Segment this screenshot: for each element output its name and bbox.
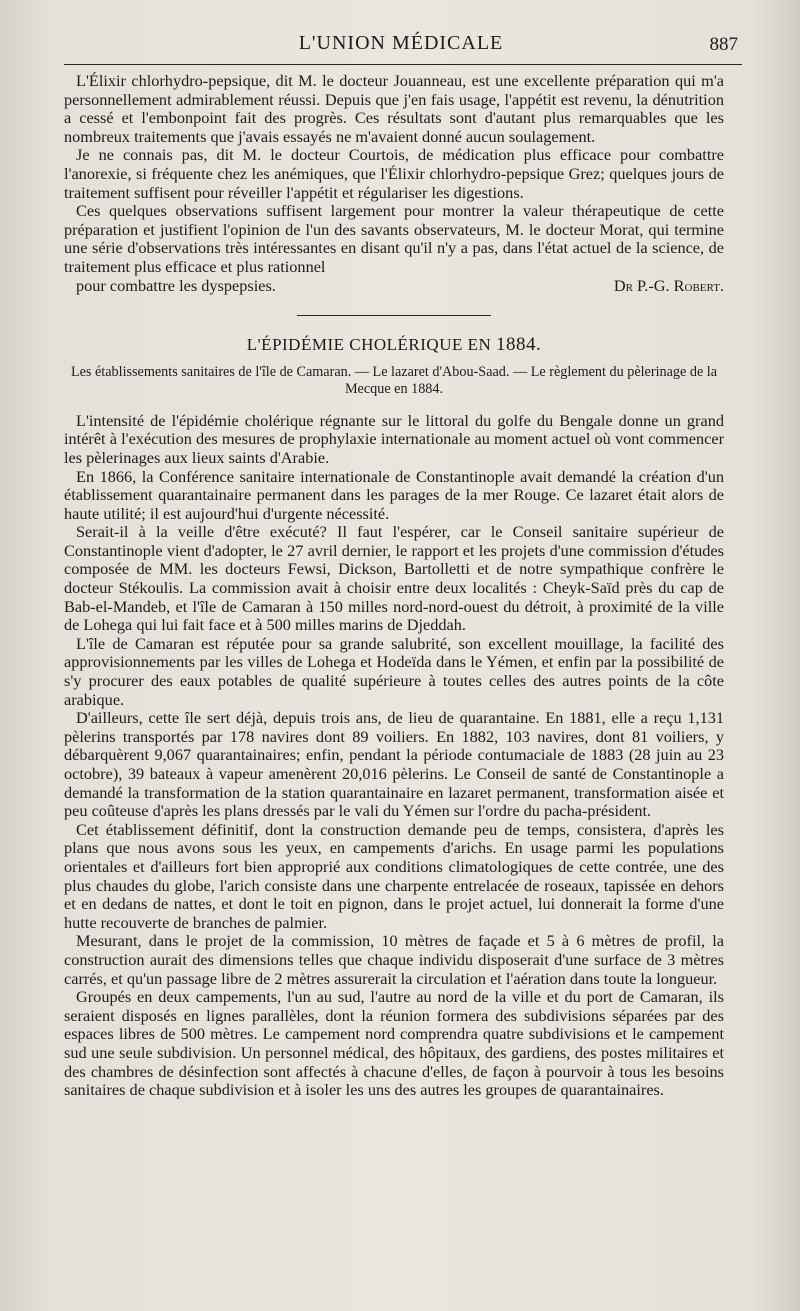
paragraph: L'Élixir chlorhydro-pepsique, dit M. le docteur Jouanneau, est une excellente préparation qui m'a personnellement admirablement réussi. Depuis que j'en fais usage, l'appétit est revenu, la dénutrition a cessé et l'embonpoint fait des progrès. Ces résultats sont d'autant plus remarquables que les nombreux traitements que j'avais essayés ne m'avaient donné aucun soulagement. <box>64 71 724 146</box>
paragraph: L'île de Camaran est réputée pour sa grande salubrité, son excellent mouillage, la facilité des approvisionnements par les villes de Lohega et Hodeïda dans le Yémen, et enfin par la possibilité de s'y procurer des eaux potables de qualité supérieure à toutes celles des autres points de la côte arabique. <box>64 633 724 709</box>
section-title <box>64 336 724 355</box>
signature-line <box>64 277 724 296</box>
page-body <box>64 72 724 1100</box>
section-title-text: L'ÉPIDÉMIE CHOLÉRIQUE EN <box>246 335 492 355</box>
author-signature: Dr P.-G. Robert. <box>613 275 724 295</box>
separator-rule <box>297 315 491 316</box>
header-rule <box>64 64 742 65</box>
paragraph: Ces quelques observations suffisent largement pour montrer la valeur thérapeutique de cette préparation et justifient l'opinion de l'un des savants observateurs, M. le docteur Morat, qui termine une série d'observations très intéressantes en disant qu'il n'y a pas, dans l'état actuel de la science, de traitement plus efficace et plus rationnel <box>64 201 724 276</box>
paragraph: En 1866, la Conférence sanitaire internationale de Constantinople avait demandé la création d'un établissement quarantainaire permanent dans les parages de la mer Rouge. Ce lazaret était alors de haute utilité; il est aujourd'hui d'urgente nécessité. <box>64 466 724 523</box>
paragraph: Cet établissement définitif, dont la construction demande peu de temps, consistera, d'après les plans que nous avons sous les yeux, en campements d'arichs. En usage parmi les populations orientales et d'ailleurs fort bien approprié aux conditions climatologiques de cette contrée, une des plus chaudes du globe, l'arich consiste dans une charpente entrelacée de roseaux, tapissée en dehors et en dedans de nattes, et dont le toit en pignon, dans le projet actuel, lui donnerait la forme d'une hutte recouverte de branches de palmier. <box>64 819 724 932</box>
paragraph: Groupés en deux campements, l'un au sud, l'autre au nord de la ville et du port de Camaran, ils seraient disposés en lignes parallèles, dont la réunion formera des subdivisions séparées par des espaces libres de 500 mètres. Le campement nord comprendra quatre subdivisions et le campement sud une seule subdivision. Un personnel médical, des hôpitaux, des gardiens, des postes militaires et des chambres de désinfection sont affectés à chacune d'elles, de façon à pourvoir à tous les besoins sanitaires de chaque subdivision et à isoler les uns des autres les groupes de quarantainaires. <box>64 987 724 1100</box>
section-subtitle: Les établissements sanitaires de l'île de Camaran. — Le lazaret d'Abou-Saad. — Le règlement du pèlerinage de la Mecque en 1884. <box>70 363 718 397</box>
paragraph: Je ne connais pas, dit M. le docteur Courtois, de médication plus efficace pour combattre l'anorexie, si fréquente chez les anémiques, que l'Élixir chlorhydro-pepsique Grez; quelques jours de traitement suffisent pour réveiller l'appétit et régulariser les digestions. <box>64 145 724 202</box>
paragraph: Mesurant, dans le projet de la commission, 10 mètres de façade et 5 à 6 mètres de profil, la construction aurait des dimensions telles que chaque individu disposerait d'une surface de 3 mètres carrés, et qu'un passage libre de 2 mètres assurerait la circulation et l'aération dans toute la longueur. <box>64 931 724 988</box>
paragraph: D'ailleurs, cette île sert déjà, depuis trois ans, de lieu de quarantaine. En 1881, elle a reçu 1,131 pèlerins transportés par 178 navires dont 89 voiliers. En 1882, 103 navires, dont 81 voiliers, y débarquèrent 9,067 quarantainaires; enfin, pendant la période contumaciale de 1883 (28 juin au 23 octobre), 39 bateaux à vapeur amenèrent 20,016 pèlerins. Le Conseil de santé de Constantinople a demandé la transformation de la station quarantainaire en lazaret permanent, transformation aisée et peu coûteuse d'après les plans dressés par le vali du Yémen sur l'ordre du pacha-président. <box>64 708 724 821</box>
page-number: 887 <box>709 34 738 55</box>
running-header <box>64 32 738 62</box>
closing-text: pour combattre les dyspepsies. <box>76 275 276 295</box>
paragraph: L'intensité de l'épidémie cholérique régnante sur le littoral du golfe du Bengale donne un grand intérêt à l'exécution des mesures de prophylaxie internationale au moment actuel où vont commencer les pèlerinages aux lieux saints d'Arabie. <box>64 410 724 467</box>
paragraph: Serait-il à la veille d'être exécuté? Il faut l'espérer, car le Conseil sanitaire supérieur de Constantinople vient d'adopter, le 27 avril dernier, le rapport et les projets d'une commission d'études composée de MM. les docteurs Fewsi, Dickson, Bartolletti et de notre sympathique confrère le docteur Stékoulis. La commission avait à choisir entre deux localités : Cheyk-Saïd près du cap de Bab-el-Mandeb, et l'île de Camaran à 150 milles nord-nord-ouest du détroit, à proximité de la ville de Lohega qui lui fait face et à 500 milles marins de Djeddah. <box>64 522 724 635</box>
section-title-year: 1884. <box>496 334 542 356</box>
running-title: L'UNION MÉDICALE <box>298 32 504 54</box>
